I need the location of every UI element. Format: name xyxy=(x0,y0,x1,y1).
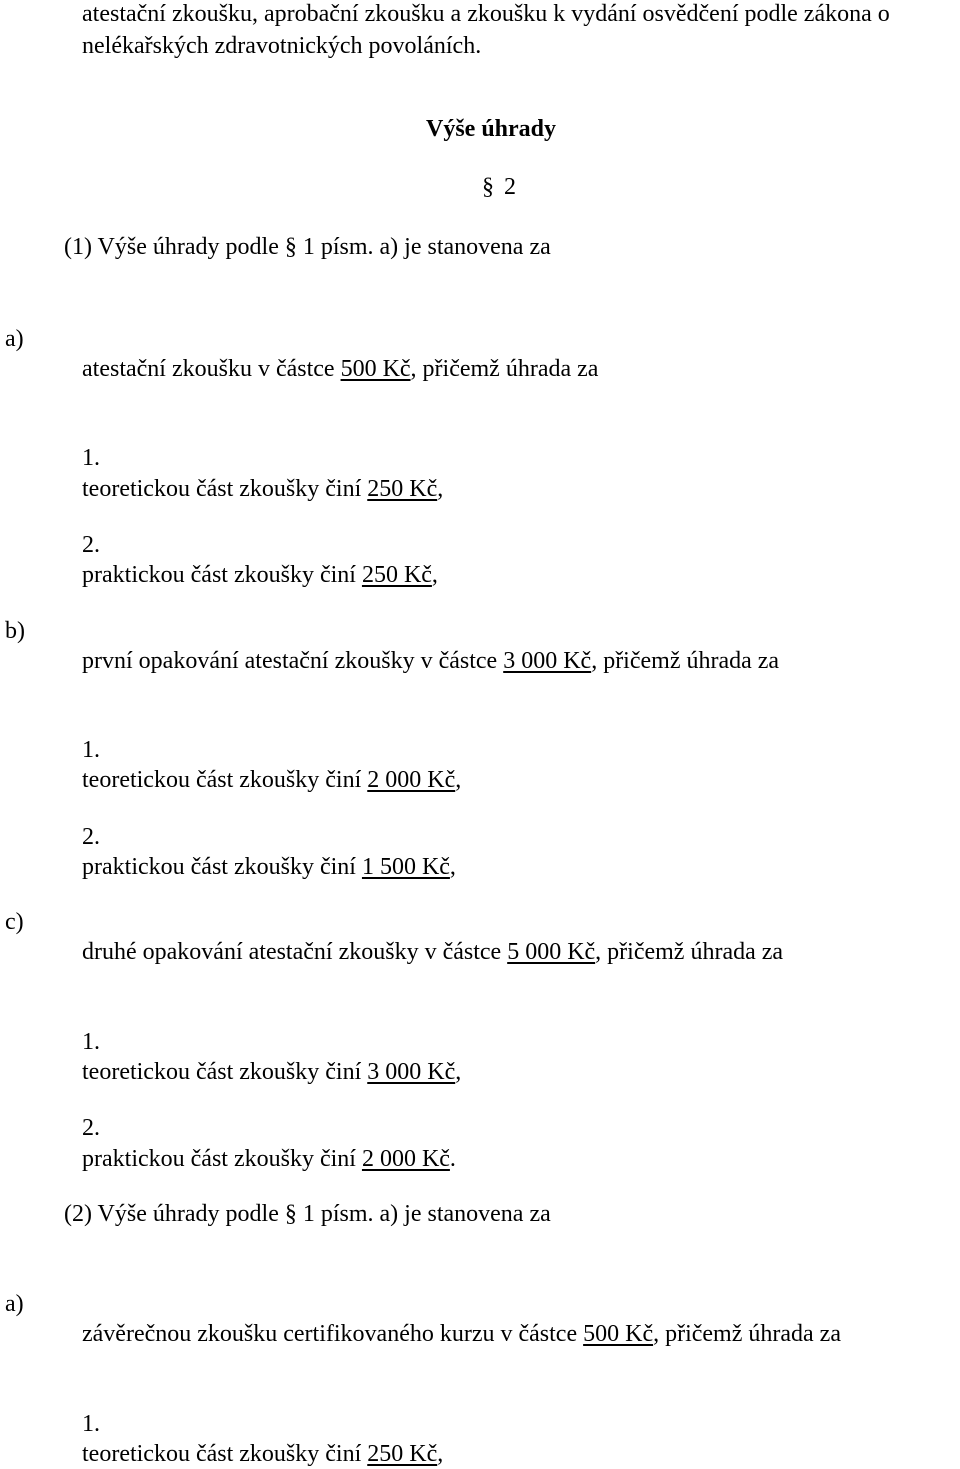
item-letter-b: b) xyxy=(5,618,25,644)
subitem-text: praktickou část zkoušky činí 2 000 Kč. xyxy=(82,1146,456,1172)
item-letter-a: a) xyxy=(5,326,24,352)
item-a-text: závěrečnou zkoušku certifikovaného kurzu v částce 500 Kč, přičemž úhrada za xyxy=(82,1321,841,1347)
paragraph-1-intro: (1) Výše úhrady podle § 1 písm. a) je stanovena za xyxy=(64,234,551,260)
section-mark: § xyxy=(482,174,494,200)
item-b-text: první opakování atestační zkoušky v částce 3 000 Kč, přičemž úhrada za xyxy=(82,648,780,674)
amount: 500 Kč xyxy=(583,1321,654,1347)
amount: 250 Kč xyxy=(367,1441,438,1467)
amount: 1 500 Kč xyxy=(361,854,450,880)
amount: 2 000 Kč xyxy=(367,767,456,793)
subitem-number: 2. xyxy=(82,532,100,558)
subitem-number: 1. xyxy=(82,445,100,471)
subitem-text: teoretickou část zkoušky činí 250 Kč, xyxy=(82,476,444,502)
section-number-value: 2 xyxy=(504,174,516,200)
item-letter-a: a) xyxy=(5,1291,24,1317)
section-number xyxy=(482,175,516,199)
amount: 3 000 Kč xyxy=(367,1059,456,1085)
amount: 2 000 Kč xyxy=(361,1146,450,1172)
amount: 250 Kč xyxy=(367,476,438,502)
subitem-text: praktickou část zkoušky činí 1 500 Kč, xyxy=(82,854,456,880)
intro-line-2: nelékařských zdravotnických povoláních. xyxy=(82,33,482,59)
paragraph-2-intro: (2) Výše úhrady podle § 1 písm. a) je stanovena za xyxy=(64,1201,551,1227)
subitem-number: 1. xyxy=(82,737,100,763)
subitem-number: 1. xyxy=(82,1029,100,1055)
item-a-text: atestační zkoušku v částce 500 Kč, přičemž úhrada za xyxy=(82,356,599,382)
section-heading: Výše úhrady xyxy=(426,116,557,142)
section-reference-link[interactable]: § xyxy=(284,1201,297,1227)
item-c-text: druhé opakování atestační zkoušky v částce 5 000 Kč, přičemž úhrada za xyxy=(82,939,784,965)
subitem-number: 2. xyxy=(82,824,100,850)
subitem-text: teoretickou část zkoušky činí 2 000 Kč, xyxy=(82,767,462,793)
amount: 250 Kč xyxy=(361,562,432,588)
subitem-text: teoretickou část zkoušky činí 3 000 Kč, xyxy=(82,1059,462,1085)
section-reference-link[interactable]: § xyxy=(284,234,297,260)
subitem-number: 1. xyxy=(82,1411,100,1437)
subitem-number: 2. xyxy=(82,1115,100,1141)
amount: 500 Kč xyxy=(340,356,411,382)
item-letter-c: c) xyxy=(5,909,24,935)
subitem-text: teoretickou část zkoušky činí 250 Kč, xyxy=(82,1441,444,1467)
intro-line-1: atestační zkoušku, aprobační zkoušku a zkoušku k vydání osvědčení podle zákona o xyxy=(82,1,890,27)
subitem-text: praktickou část zkoušky činí 250 Kč, xyxy=(82,562,438,588)
amount: 5 000 Kč xyxy=(507,939,596,965)
amount: 3 000 Kč xyxy=(503,648,592,674)
